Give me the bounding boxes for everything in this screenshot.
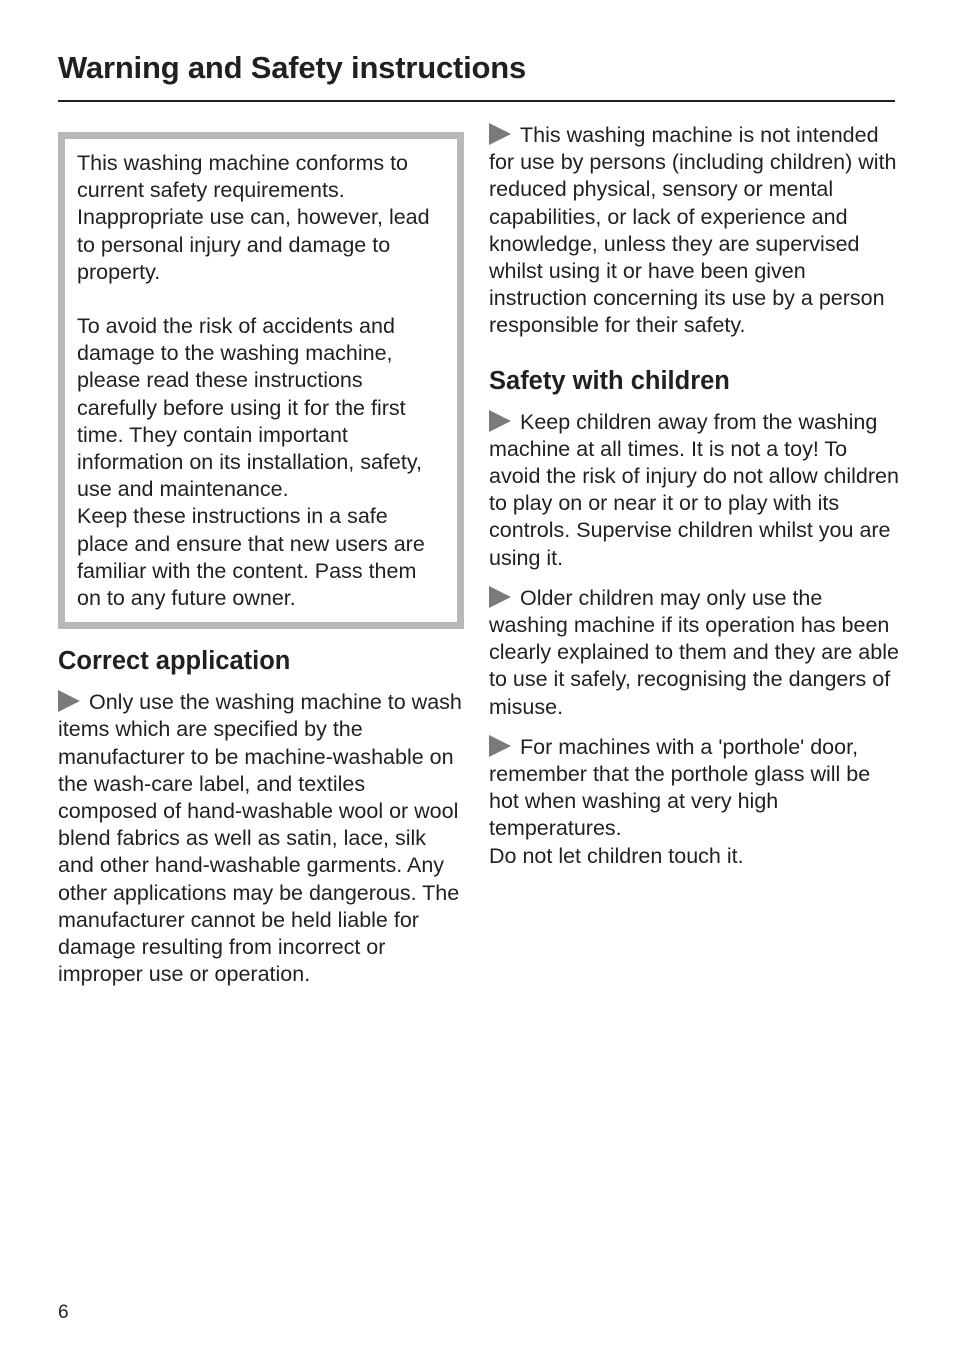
left-column [58,132,464,988]
triangle-bullet-icon [489,735,511,757]
children-item-2 [489,585,899,721]
intro-paragraph-1: This washing machine conforms to current safety requirements. Inappropriate use can, however, lead to personal injury and damage to property. [77,151,430,284]
triangle-bullet-icon [489,410,511,432]
capabilities-warning-text: This washing machine is not intended for use by persons (including children) with reduced physical, sensory or mental capabilities, or lack of experience and knowledge, unless they are supervised whilst using it or have been given instruction concerning its use by a person responsible for their safety. [489,123,897,338]
section-heading-safety-children: Safety with children [489,366,730,395]
right-column [489,122,899,870]
children-item-3-text: For machines with a 'porthole' door, remember that the porthole glass will be hot when washing at very high temperatures. [489,734,871,841]
correct-application-text: Only use the washing machine to wash items which are specified by the manufacturer to be machine-washable on the wash-care label, and textiles composed of hand-washable wool or wool blend fabrics as well as satin, lace, silk and other hand-washable garments. Any other applications may be dangerous. The manufacturer cannot be held liable for damage resulting from incorrect or improper use or operation. [58,690,462,987]
triangle-bullet-icon [58,690,80,712]
children-item-3 [489,734,899,843]
page-title: Warning and Safety instructions [58,50,527,85]
triangle-bullet-icon [489,586,511,608]
page-number: 6 [58,1302,69,1323]
children-item-1-text: Keep children away from the washing machine at all times. It is not a toy! To avoid the risk of injury do not allow children to play on or near it or to play with its controls. Supervise children whilst you are using it. [489,409,899,570]
intro-notice-box [58,132,464,629]
children-item-2-text: Older children may only use the washing machine if its operation has been clearly explained to them and they are able to use it safely, recognising the dangers of misuse. [489,585,899,719]
children-item-3-note: Do not let children touch it. [489,843,744,868]
correct-application-item [58,689,464,988]
capabilities-warning-item [489,122,899,340]
title-rule [58,100,895,102]
intro-paragraph-2: To avoid the risk of accidents and damage to the washing machine, please read these instructions carefully before using it for the first time. They contain important information on its installation, safety, use and maintenance. [77,314,422,502]
triangle-bullet-icon [489,123,511,145]
section-heading-correct-application: Correct application [58,647,291,676]
intro-paragraph-3: Keep these instructions in a safe place and ensure that new users are familiar with the content. Pass them on to any future owner. [77,504,425,611]
children-item-1 [489,409,899,572]
